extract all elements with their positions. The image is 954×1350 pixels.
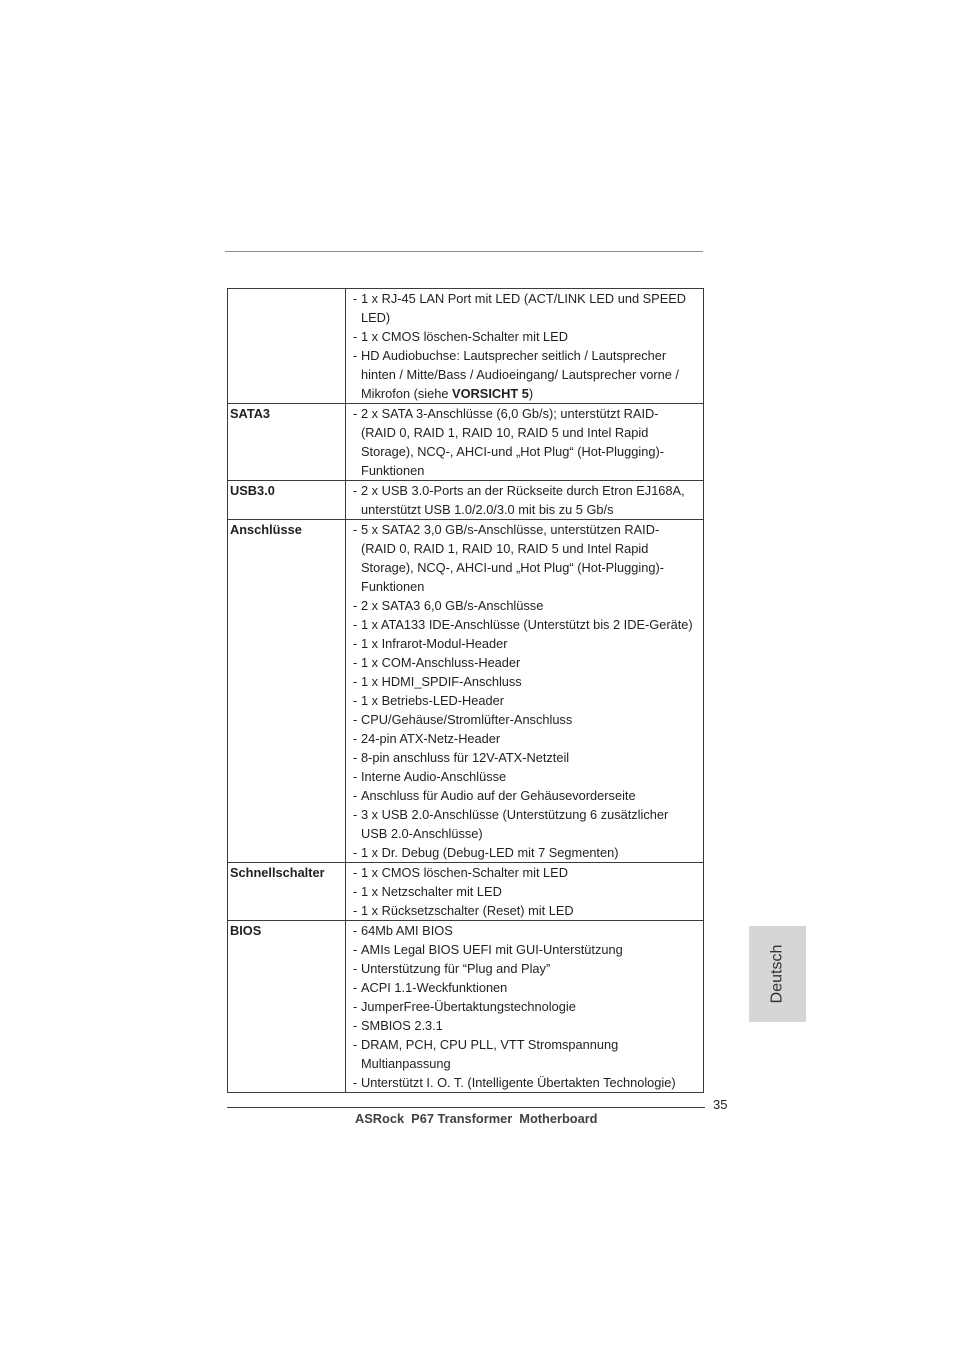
spec-line: 5 x SATA2 3,0 GB/s-Anschlüsse, unterstützen RAID- [361,522,660,537]
bullet-dash: - [353,807,358,822]
spec-row [228,403,703,480]
bullet-dash: - [353,999,358,1014]
spec-line: 64Mb AMI BIOS [361,923,453,938]
spec-line: Anschluss für Audio auf der Gehäusevorderseite [361,788,636,803]
spec-label: SATA3 [230,406,271,421]
spec-line: 1 x Rücksetzschalter (Reset) mit LED [361,903,574,918]
spec-item [353,634,703,653]
spec-items-cell [346,921,703,1092]
spec-row [228,480,703,519]
spec-line: 24-pin ATX-Netz-Header [361,731,501,746]
spec-line: 3 x USB 2.0-Anschlüsse (Unterstützung 6 zusätzlicher [361,807,669,822]
spec-line: HD Audiobuchse: Lautsprecher seitlich / Lautsprecher [361,348,667,363]
spec-line: Storage), NCQ-, AHCI-und „Hot Plug“ (Hot-Plugging)- [361,560,664,575]
spec-line: ACPI 1.1-Weckfunktionen [361,980,508,995]
spec-line: 2 x USB 3.0-Ports an der Rückseite durch Etron EJ168A, [361,483,685,498]
language-side-tab [749,926,806,1022]
spec-line: CPU/Gehäuse/Stromlüfter-Anschluss [361,712,573,727]
spec-item [353,346,703,403]
spec-item [353,710,703,729]
spec-item [353,481,703,519]
bullet-dash: - [353,731,358,746]
spec-line: Funktionen [361,579,425,594]
bullet-dash: - [353,674,358,689]
spec-item [353,959,703,978]
spec-item [353,520,703,596]
spec-item [353,786,703,805]
spec-label-cell [228,404,346,480]
bullet-dash: - [353,348,358,363]
bullet-dash: - [353,1018,358,1033]
spec-label-cell [228,481,346,519]
spec-row [228,519,703,862]
spec-line: 2 x SATA3 6,0 GB/s-Anschlüsse [361,598,544,613]
bullet-dash: - [353,845,358,860]
spec-line: Unterstützt I. O. T. (Intelligente Übertakten Technologie) [361,1075,676,1090]
bullet-dash: - [353,884,358,899]
bullet-dash: - [353,769,358,784]
language-side-tab-label: Deutsch [768,944,786,1004]
bullet-dash: - [353,483,358,498]
spec-items-cell [346,520,703,862]
spec-line-text: ) [528,386,534,401]
spec-item [353,748,703,767]
spec-label: Schnellschalter [230,865,325,880]
footer-product-name: ASRock P67 Transformer Motherboard [355,1111,598,1126]
spec-item [353,691,703,710]
spec-line: 1 x HDMI_SPDIF-Anschluss [361,674,522,689]
spec-line: SMBIOS 2.3.1 [361,1018,443,1033]
bullet-dash: - [353,406,358,421]
bullet-dash: - [353,617,358,632]
spec-row [228,920,703,1092]
spec-line: 1 x CMOS löschen-Schalter mit LED [361,865,568,880]
spec-item [353,404,703,480]
bullet-dash: - [353,655,358,670]
spec-label: BIOS [230,923,262,938]
bullet-dash: - [353,712,358,727]
bullet-dash: - [353,522,358,537]
spec-line [361,384,703,403]
spec-item [353,1016,703,1035]
spec-item [353,997,703,1016]
bullet-dash: - [353,291,358,306]
spec-item [353,653,703,672]
bullet-dash: - [353,750,358,765]
bullet-dash: - [353,598,358,613]
spec-item [353,863,703,882]
caution-reference: VORSICHT 5 [452,386,529,401]
spec-line: (RAID 0, RAID 1, RAID 10, RAID 5 und Intel Rapid [361,425,649,440]
spec-line: 1 x Infrarot-Modul-Header [361,636,508,651]
spec-line: 1 x COM-Anschluss-Header [361,655,521,670]
spec-line: AMIs Legal BIOS UEFI mit GUI-Unterstützung [361,942,623,957]
spec-item [353,327,703,346]
spec-line: 2 x SATA 3-Anschlüsse (6,0 Gb/s); unterstützt RAID- [361,406,659,421]
spec-line: 8-pin anschluss für 12V-ATX-Netzteil [361,750,570,765]
footer-divider [227,1107,705,1108]
spec-item [353,289,703,327]
spec-items-cell [346,863,703,920]
spec-line: Storage), NCQ-, AHCI-und „Hot Plug“ (Hot-Plugging)- [361,444,664,459]
spec-line: 1 x Dr. Debug (Debug-LED mit 7 Segmenten) [361,845,619,860]
header-divider [225,251,703,252]
spec-line: (RAID 0, RAID 1, RAID 10, RAID 5 und Intel Rapid [361,541,649,556]
spec-table [227,288,704,1093]
spec-line: unterstützt USB 1.0/2.0/3.0 mit bis zu 5 Gb/s [361,502,614,517]
spec-item [353,596,703,615]
spec-items-cell [346,481,703,519]
spec-label-cell [228,863,346,920]
spec-item [353,672,703,691]
spec-item [353,843,703,862]
bullet-dash: - [353,923,358,938]
spec-items-cell [346,289,703,403]
spec-item [353,805,703,843]
spec-line: Interne Audio-Anschlüsse [361,769,507,784]
page-number: 35 [713,1097,728,1112]
bullet-dash: - [353,636,358,651]
spec-item [353,921,703,940]
spec-line: LED) [361,310,391,325]
spec-label-cell [228,921,346,1092]
bullet-dash: - [353,329,358,344]
spec-label: USB3.0 [230,483,275,498]
bullet-dash: - [353,903,358,918]
spec-line: 1 x ATA133 IDE-Anschlüsse (Unterstützt bis 2 IDE-Geräte) [361,617,693,632]
spec-line: Unterstützung für “Plug and Play” [361,961,551,976]
bullet-dash: - [353,788,358,803]
bullet-dash: - [353,961,358,976]
spec-line-text: Mikrofon (siehe [361,386,453,401]
spec-item [353,901,703,920]
spec-line: hinten / Mitte/Bass / Audioeingang/ Lautsprecher vorne / [361,367,679,382]
bullet-dash: - [353,1075,358,1090]
spec-label-cell [228,520,346,862]
spec-line: Funktionen [361,463,425,478]
spec-line: JumperFree-Übertaktungstechnologie [361,999,576,1014]
spec-items-cell [346,404,703,480]
bullet-dash: - [353,980,358,995]
spec-item [353,1035,703,1073]
spec-line: DRAM, PCH, CPU PLL, VTT Stromspannung [361,1037,619,1052]
spec-label: Anschlüsse [230,522,302,537]
spec-line: USB 2.0-Anschlüsse) [361,826,483,841]
spec-line: Multianpassung [361,1056,451,1071]
spec-item [353,1073,703,1092]
spec-line: 1 x CMOS löschen-Schalter mit LED [361,329,568,344]
spec-label-cell [228,289,346,403]
spec-item [353,978,703,997]
bullet-dash: - [353,942,358,957]
spec-item [353,729,703,748]
bullet-dash: - [353,693,358,708]
bullet-dash: - [353,1037,358,1052]
spec-line: 1 x RJ-45 LAN Port mit LED (ACT/LINK LED und SPEED [361,291,687,306]
spec-item [353,767,703,786]
spec-row [228,862,703,920]
bullet-dash: - [353,865,358,880]
spec-item [353,882,703,901]
spec-item [353,615,703,634]
spec-line: 1 x Betriebs-LED-Header [361,693,504,708]
spec-item [353,940,703,959]
spec-line: 1 x Netzschalter mit LED [361,884,502,899]
spec-row [228,289,703,403]
